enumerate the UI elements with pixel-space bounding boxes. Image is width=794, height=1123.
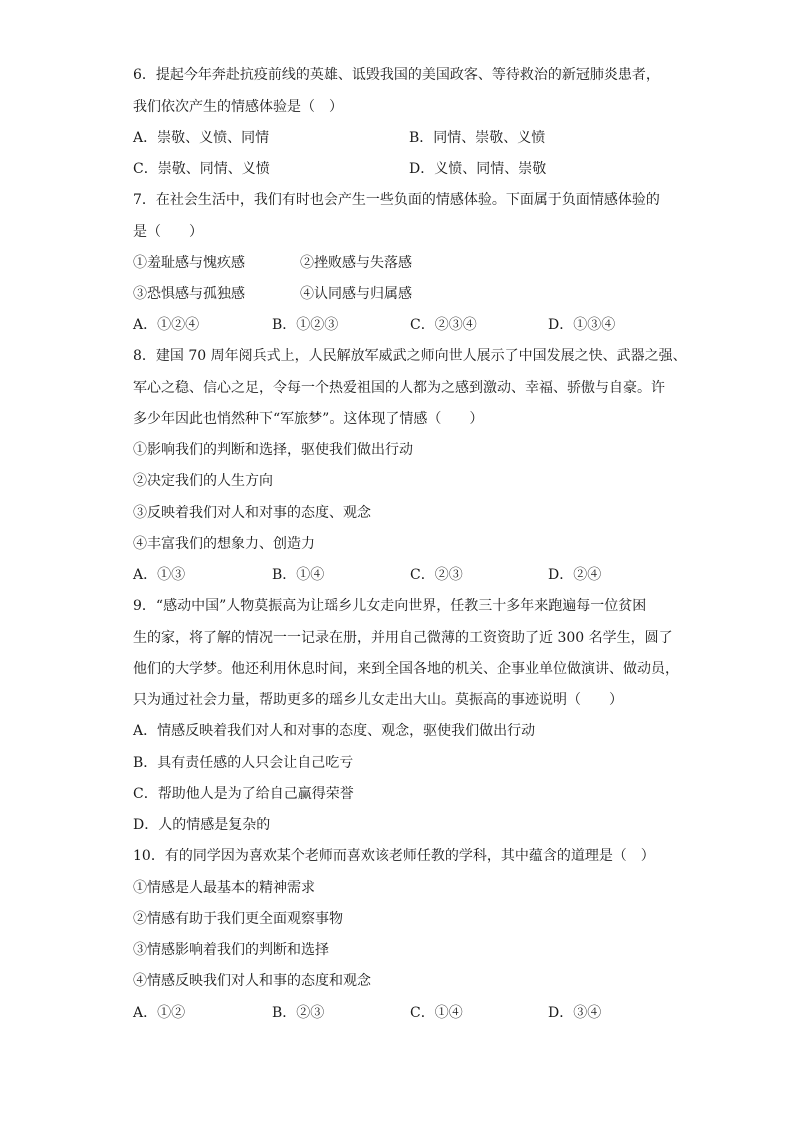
q10-option-b: B．②③ [272,1005,325,1021]
q6-option-b: B．同情、崇敬、义愤 [409,130,546,146]
q10-item-4: ④情感反映我们对人和事的态度和观念 [133,973,371,989]
q10-item-1: ①情感是人最基本的精神需求 [133,880,315,896]
q8-stem-line3: 多少年因此也悄然种下“军旅梦”。这体现了情感（ ） [133,411,484,427]
q7-option-b: B．①②③ [272,317,339,333]
q6-stem-line1: 6．提起今年奔赴抗疫前线的英雄、诋毁我国的美国政客、等待救治的新冠肺炎患者， [133,67,660,83]
q8-item-3: ③反映着我们对人和对事的态度、观念 [133,505,371,521]
q7-item-3: ③恐惧感与孤独感 [133,286,245,302]
q7-option-d: D．①③④ [548,317,616,333]
q8-item-2: ②决定我们的人生方向 [133,473,273,489]
q8-item-4: ④丰富我们的想象力、创造力 [133,536,315,552]
q8-option-b: B．①④ [272,567,325,583]
q7-item-2: ②挫败感与失落感 [300,255,412,271]
q10-option-a: A．①② [133,1005,186,1021]
q9-stem-line3: 他们的大学梦。他还利用休息时间，来到全国各地的机关、企事业单位做演讲、做动员， [133,661,679,677]
q7-option-a: A．①②④ [133,317,200,333]
q10-option-c: C．①④ [410,1005,463,1021]
q7-option-c: C．②③④ [410,317,477,333]
q9-stem-line4: 只为通过社会力量，帮助更多的瑶乡儿女走出大山。莫振高的事迹说明（ ） [133,692,623,708]
q8-option-d: D．②④ [548,567,602,583]
q10-stem-line1: 10．有的同学因为喜欢某个老师而喜欢该老师任教的学科，其中蕴含的道理是（ ） [133,848,655,864]
q6-stem-line2: 我们依次产生的情感体验是（ ） [133,99,343,115]
q9-option-b: B．具有责任感的人只会让自己吃亏 [133,755,354,771]
q6-option-a: A．崇敬、义愤、同情 [133,130,270,146]
q10-option-d: D．③④ [548,1005,602,1021]
q6-option-d: D．义愤、同情、崇敬 [409,161,547,177]
q6-options-row2 [133,159,673,179]
q8-item-1: ①影响我们的判断和选择，驱使我们做出行动 [133,442,413,458]
q7-items-row1 [133,253,673,273]
q7-items-row2 [133,284,673,304]
q7-item-1: ①羞耻感与愧疚感 [133,255,245,271]
q8-option-c: C．②③ [410,567,463,583]
q9-option-c: C．帮助他人是为了给自己赢得荣誉 [133,786,354,802]
q7-stem-line2: 是（ ） [133,224,203,240]
q6-option-c: C．崇敬、同情、义愤 [133,161,270,177]
q8-options [133,565,673,585]
q8-stem-line1: 8．建国 70 周年阅兵式上，人民解放军威武之师向世人展示了中国发展之快、武器之强、 [133,348,687,364]
q7-options [133,315,673,335]
q7-item-4: ④认同感与归属感 [300,286,412,302]
q10-item-3: ③情感影响着我们的判断和选择 [133,942,329,958]
q8-option-a: A．①③ [133,567,186,583]
q9-option-a: A．情感反映着我们对人和对事的态度、观念，驱使我们做出行动 [133,723,536,739]
q6-options-row1 [133,128,673,148]
q9-option-d: D．人的情感是复杂的 [133,817,271,833]
q9-stem-line2: 生的家，将了解的情况一一记录在册，并用自己微薄的工资资助了近 300 名学生，圆了 [133,630,673,646]
q10-options [133,1003,673,1023]
q8-stem-line2: 军心之稳、信心之足，令每一个热爱祖国的人都为之感到激动、幸福、骄傲与自豪。许 [133,380,665,396]
q7-stem-line1: 7．在社会生活中，我们有时也会产生一些负面的情感体验。下面属于负面情感体验的 [133,192,660,208]
q10-item-2: ②情感有助于我们更全面观察事物 [133,911,343,927]
q9-stem-line1: 9．“感动中国”人物莫振高为让瑶乡儿女走向世界，任教三十多年来跑遍每一位贫困 [133,598,647,614]
